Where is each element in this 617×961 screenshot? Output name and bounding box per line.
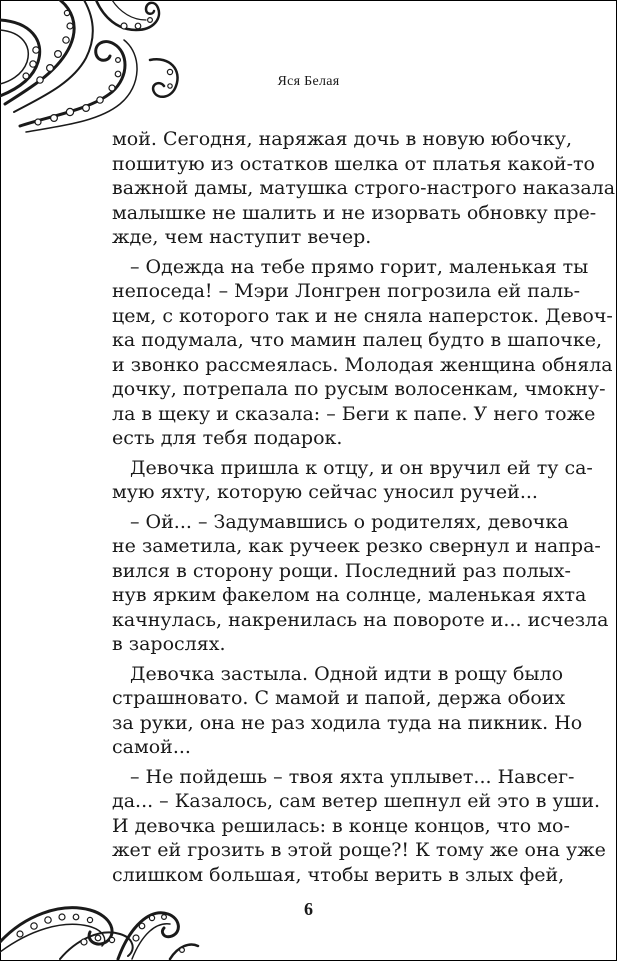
text-line: И девочка решилась: в конце концов, что мо- — [112, 814, 570, 837]
text-line: непоседа! – Мэри Лонгрен погрозила ей паль- — [112, 280, 581, 302]
text-line: мой. Сегодня, наряжая дочь в новую юбочку, — [112, 128, 572, 150]
text-line: качнулась, накренилась на повороте и... исчезла — [112, 608, 609, 631]
text-line: дочку, потрепала по русым волосенкам, чмокну- — [112, 378, 606, 400]
text-line: страшновато. С мамой и папой, держа обоих — [112, 687, 566, 709]
text-line: Девочка пришла к отцу, и он вручил ей ту са- — [130, 456, 593, 479]
text-line: пошитую из остатков шелка от платья какой-то — [112, 152, 595, 175]
octopus-tentacle-icon — [0, 890, 200, 960]
octopus-tentacle-icon — [0, 0, 190, 135]
text-line: жде, чем наступит вечер. — [112, 226, 372, 248]
text-line: и звонко рассмеялась. Молодая женщина обняла — [112, 353, 613, 376]
text-line: не заметила, как ручеек резко свернул и напра- — [112, 535, 601, 557]
text-line: вился в сторону рощи. Последний раз полых- — [112, 559, 571, 582]
text-line: – Одежда на тебе прямо горит, маленькая ты — [130, 255, 589, 278]
text-line: в зарослях. — [112, 633, 226, 655]
text-line: нув ярким факелом на солнце, маленькая яхта — [112, 584, 587, 606]
body-text — [112, 127, 616, 887]
text-line: мую яхту, которую сейчас уносил ручей... — [112, 481, 538, 503]
text-line: слишком большая, чтобы верить в злых фей, — [112, 863, 565, 886]
running-title: Яся Белая — [277, 74, 340, 89]
text-line: жет ей грозить в этой роще?! К тому же она уже — [112, 839, 606, 861]
text-line: – Ой... – Задумавшись о родителях, девочка — [130, 510, 569, 533]
text-line: ла в щеку и сказала: – Беги к папе. У него тоже — [112, 402, 596, 425]
page-number: 6 — [304, 899, 313, 919]
text-line: да... – Казалось, сам ветер шепнул ей это в уши. — [112, 790, 601, 812]
text-line: цем, с которого так и не сняла наперсток. Девоч- — [112, 304, 613, 327]
text-line: малышке не шалить и не изорвать обновку пре- — [112, 201, 597, 224]
text-line: самой... — [112, 736, 191, 758]
text-line: Девочка застыла. Одной идти в рощу было — [130, 662, 564, 685]
text-line: ка подумала, что мамин палец будто в шапочке, — [112, 329, 603, 351]
text-line: важной дамы, матушка строго-настрого наказала — [112, 177, 616, 199]
text-line: есть для тебя подарок. — [112, 427, 343, 449]
text-line: – Не пойдешь – твоя яхта уплывет... Навсег- — [130, 765, 575, 788]
text-line: за руки, она не раз ходила туда на пикник. Но — [112, 711, 583, 734]
